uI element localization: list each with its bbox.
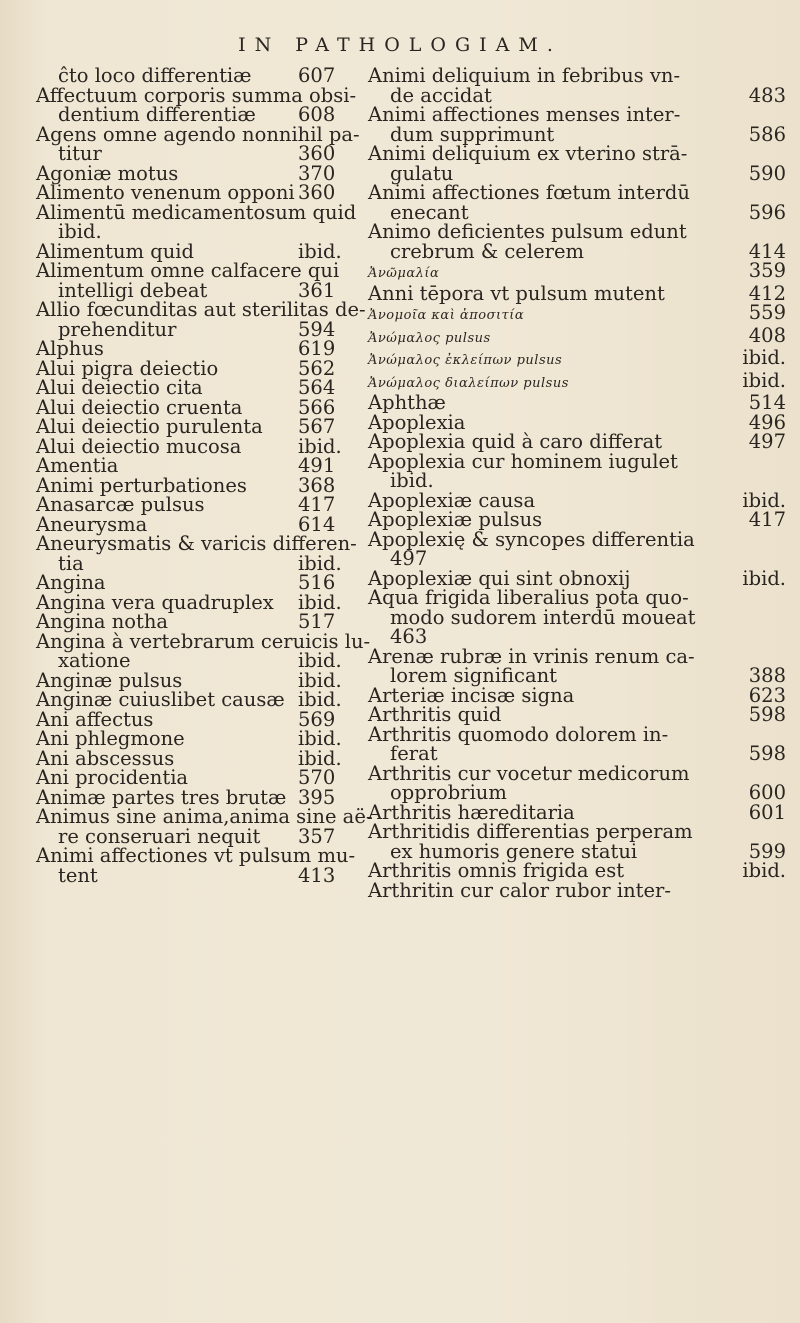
entry-page-ref: 360 [298, 142, 336, 165]
index-entry [36, 612, 376, 632]
index-entry [368, 605, 788, 629]
entry-term: crebrum & celerem [390, 239, 584, 263]
index-entry [368, 183, 788, 203]
entry-term: Arteriæ incisæ signa [368, 683, 575, 707]
index-entry [368, 471, 788, 491]
entry-page-ref: 408 [748, 323, 786, 347]
index-entry [36, 768, 376, 788]
entry-term: Animo deficientes pulsum edunt [368, 220, 687, 243]
index-entry [368, 281, 788, 305]
entry-page-ref: ibid. [298, 727, 342, 750]
entry-term: Apoplexię & syncopes differentia [368, 527, 695, 551]
entry-page-ref: ibid. [742, 566, 786, 590]
entry-term: enecant [390, 200, 469, 224]
entry-term: de accidat [390, 83, 492, 107]
entry-page-ref: 370 [298, 161, 336, 185]
entry-page-ref: ibid. [742, 859, 786, 882]
left-index-column [36, 66, 376, 885]
entry-term: Angina vera quadruplex [36, 590, 274, 614]
entry-page-ref: 388 [748, 664, 786, 687]
entry-page-ref: ibid. [742, 346, 786, 369]
entry-page-ref: 590 [748, 161, 786, 185]
index-entry [368, 348, 788, 371]
index-entry [36, 573, 376, 593]
index-entry [36, 378, 376, 398]
entry-term: Angina [36, 571, 106, 594]
entry-term: Alui deiectio cita [36, 376, 203, 399]
entry-page-ref: 414 [748, 239, 786, 263]
entry-term: Animi affectiones vt pulsum mu- [36, 844, 356, 867]
index-entry [36, 222, 376, 242]
index-entry [368, 666, 788, 686]
index-entry [36, 105, 376, 125]
entry-term: Arthritidis differentias perperam [368, 820, 693, 843]
index-entry [36, 261, 376, 281]
entry-page-ref: ibid. [298, 649, 342, 672]
index-entry [368, 66, 788, 86]
index-entry [36, 456, 376, 476]
entry-page-ref: 586 [748, 122, 786, 146]
entry-term: Alui deiectio mucosa [36, 434, 242, 458]
entry-term: Animi affectiones menses inter- [368, 103, 681, 126]
entry-term: Angina notha [36, 610, 169, 633]
index-entry [368, 432, 788, 452]
index-entry [368, 627, 788, 647]
index-entry [36, 846, 376, 866]
entry-page-ref: ibid. [298, 551, 342, 575]
index-entry [368, 878, 788, 902]
entry-page-ref: 514 [748, 391, 786, 414]
index-entry [368, 303, 788, 326]
entry-page-ref: 569 [298, 707, 336, 731]
entry-term: Alui deiectio purulenta [36, 415, 263, 438]
entry-term: Arthritis quomodo dolorem in- [368, 722, 669, 746]
index-entry [36, 417, 376, 437]
index-entry [36, 807, 376, 827]
entry-term: Ani affectus [36, 707, 154, 731]
index-entry [36, 690, 376, 710]
index-entry [368, 510, 788, 530]
index-entry [36, 729, 376, 749]
entry-term: dentium differentiæ [58, 103, 256, 126]
entry-term: Apoplexiæ qui sint obnoxij [368, 566, 631, 590]
right-index-column [368, 66, 788, 900]
entry-term: Ἀνομοῖα καὶ ἀποσιτία [368, 308, 525, 323]
entry-page-ref: 566 [298, 395, 336, 419]
entry-page-ref: 517 [298, 610, 336, 633]
entry-term: Animæ partes tres brutæ [36, 785, 287, 809]
entry-page-ref: 496 [748, 410, 786, 434]
entry-term: lorem significant [390, 664, 557, 687]
entry-term: Animi affectiones fœtum interdū [368, 181, 690, 204]
entry-page-ref: 357 [298, 824, 336, 848]
index-entry [368, 105, 788, 125]
running-header: IN PATHOLOGIAM. [238, 34, 562, 56]
entry-term: Ἀνώμαλος διαλείπων pulsus [368, 375, 569, 391]
entry-page-ref: ibid. [742, 368, 786, 392]
index-entry [368, 588, 788, 608]
entry-term: Anni tēpora vt pulsum mutent [368, 281, 665, 305]
entry-term: Animi deliquium ex vterino strā- [368, 142, 688, 165]
entry-term: Alui deiectio cruenta [36, 395, 243, 419]
entry-term: Amentia [36, 454, 119, 477]
index-entry [368, 368, 788, 394]
index-entry [36, 651, 376, 671]
entry-term: Animus sine anima,anima sine aë- [36, 805, 373, 828]
entry-term: 463 [390, 625, 428, 648]
entry-page-ref: 562 [298, 356, 336, 380]
index-entry [36, 863, 376, 887]
entry-term: Anginæ pulsus [36, 668, 183, 692]
entry-term: Ἀνώμαλος pulsus [368, 330, 491, 346]
entry-term: tent [58, 863, 98, 887]
index-entry [368, 222, 788, 242]
entry-term: Arenæ rubræ in vrinis renum ca- [368, 644, 695, 668]
index-entry [368, 261, 788, 284]
index-entry [368, 527, 788, 551]
entry-term: ex humoris genere statui [390, 839, 638, 863]
entry-page-ref: 608 [298, 103, 336, 126]
entry-page-ref: 395 [298, 785, 336, 809]
index-entry [368, 705, 788, 725]
entry-term: Arthritis omnis frigida est [368, 859, 625, 882]
entry-term: Apoplexiæ causa [368, 488, 536, 512]
entry-term: Affectuum corporis summa obsi- [36, 83, 357, 107]
entry-page-ref: 594 [298, 317, 336, 341]
entry-page-ref: 491 [298, 454, 336, 477]
entry-term: Ani procidentia [36, 766, 189, 789]
entry-term: Aqua frigida liberalius pota quo- [368, 586, 689, 609]
entry-term: Animi deliquium in febribus vn- [368, 64, 681, 87]
entry-term: dum supprimunt [390, 122, 555, 146]
index-entry [368, 822, 788, 842]
index-entry [368, 744, 788, 764]
entry-term: prehenditur [58, 317, 177, 341]
entry-page-ref: 564 [298, 376, 336, 399]
entry-page-ref: 607 [298, 64, 336, 87]
entry-page-ref: 619 [298, 337, 336, 360]
entry-term: Arthritis hæreditaria [368, 800, 575, 824]
entry-term: Anasarcæ pulsus [36, 493, 205, 516]
entry-term: Angina à vertebrarum ceruicis lu- [36, 629, 371, 653]
index-entry [36, 339, 376, 359]
entry-term: Ἀνῶμαλία [368, 266, 440, 281]
entry-page-ref: 623 [748, 683, 786, 707]
entry-term: Agoniæ motus [36, 161, 179, 185]
entry-term: Ani abscessus [36, 746, 175, 770]
index-entry [36, 183, 376, 203]
entry-page-ref: ibid. [742, 488, 786, 512]
entry-page-ref: 368 [298, 473, 336, 497]
entry-page-ref: 598 [748, 742, 786, 765]
entry-term: Ἀνώμαλος ἐκλείπων pulsus [368, 353, 563, 368]
entry-page-ref: 600 [748, 781, 786, 804]
entry-term: re conseruari nequit [58, 824, 261, 848]
entry-term: Arthritis cur vocetur medicorum [368, 761, 690, 785]
entry-term: Apoplexia quid à caro differat [368, 430, 663, 453]
entry-page-ref: 570 [298, 766, 336, 789]
entry-page-ref: 361 [298, 278, 336, 302]
entry-page-ref: ibid. [298, 688, 342, 711]
entry-term: Anginæ cuiuslibet causæ [36, 688, 285, 711]
entry-page-ref: ibid. [298, 239, 342, 263]
entry-page-ref: 359 [748, 259, 786, 282]
entry-term: intelligi debeat [58, 278, 208, 302]
entry-page-ref: 598 [748, 703, 786, 726]
entry-term: Arthritin cur calor rubor inter- [368, 878, 671, 902]
entry-term: Alimentū medicamentosum quid [36, 200, 357, 224]
entry-page-ref: 516 [298, 571, 336, 594]
entry-page-ref: ibid. [298, 746, 342, 770]
entry-page-ref: ibid. [298, 434, 342, 458]
entry-page-ref: 413 [298, 863, 336, 887]
entry-term: Alimento venenum opponi [36, 181, 295, 204]
index-entry [36, 144, 376, 164]
entry-page-ref: 614 [298, 512, 336, 536]
entry-term: Apoplexia [368, 410, 466, 434]
entry-term: Alimentum quid [36, 239, 194, 263]
entry-term: Animi perturbationes [36, 473, 247, 497]
entry-term: gulatu [390, 161, 454, 185]
entry-term: Alui pigra deiectio [36, 356, 219, 380]
entry-page-ref: 559 [748, 301, 786, 324]
entry-term: Agens omne agendo nonnihil pa- [36, 122, 360, 146]
entry-term: Aneurysmatis & varicis differen- [36, 532, 357, 555]
entry-term: tia [58, 551, 84, 575]
entry-term: Alimentum omne calfacere qui [36, 259, 340, 282]
entry-page-ref: 601 [748, 800, 786, 824]
entry-term: Aneurysma [36, 512, 148, 536]
index-entry [368, 861, 788, 881]
entry-term: ibid. [58, 220, 102, 243]
entry-term: Ani phlegmone [36, 727, 185, 750]
entry-page-ref: 483 [748, 83, 786, 107]
entry-term: titur [58, 142, 102, 165]
entry-term: ferat [390, 742, 438, 765]
index-entry [36, 495, 376, 515]
entry-term: modo sudorem interdū moueat [390, 605, 696, 629]
entry-term: ĉto loco differentiæ [58, 64, 252, 87]
entry-term: Arthritis quid [368, 703, 502, 726]
entry-page-ref: 497 [748, 430, 786, 453]
index-entry [368, 783, 788, 803]
entry-page-ref: 599 [748, 839, 786, 863]
index-entry [368, 239, 788, 263]
entry-term: ibid. [390, 469, 434, 492]
entry-page-ref: ibid. [298, 668, 342, 692]
index-entry [368, 549, 788, 569]
entry-term: opprobrium [390, 781, 507, 804]
entry-page-ref: ibid. [298, 590, 342, 614]
entry-page-ref: 596 [748, 200, 786, 224]
index-entry [36, 66, 376, 86]
entry-term: Apoplexiæ pulsus [368, 508, 543, 531]
entry-term: Allio fœcunditas aut sterilitas de- [36, 298, 366, 321]
entry-term: Alphus [36, 337, 104, 360]
index-entry [368, 393, 788, 413]
entry-page-ref: 360 [298, 181, 336, 204]
entry-term: 497 [390, 547, 428, 570]
index-entry [368, 323, 788, 349]
index-entry [36, 534, 376, 554]
index-entry [36, 300, 376, 320]
entry-page-ref: 417 [748, 508, 786, 531]
entry-term: xatione [58, 649, 131, 672]
entry-term: Apoplexia cur hominem iugulet [368, 449, 678, 473]
entry-page-ref: 412 [748, 281, 786, 305]
entry-page-ref: 417 [298, 493, 336, 516]
entry-page-ref: 567 [298, 415, 336, 438]
entry-term: Aphthæ [368, 391, 446, 414]
index-entry [368, 144, 788, 164]
